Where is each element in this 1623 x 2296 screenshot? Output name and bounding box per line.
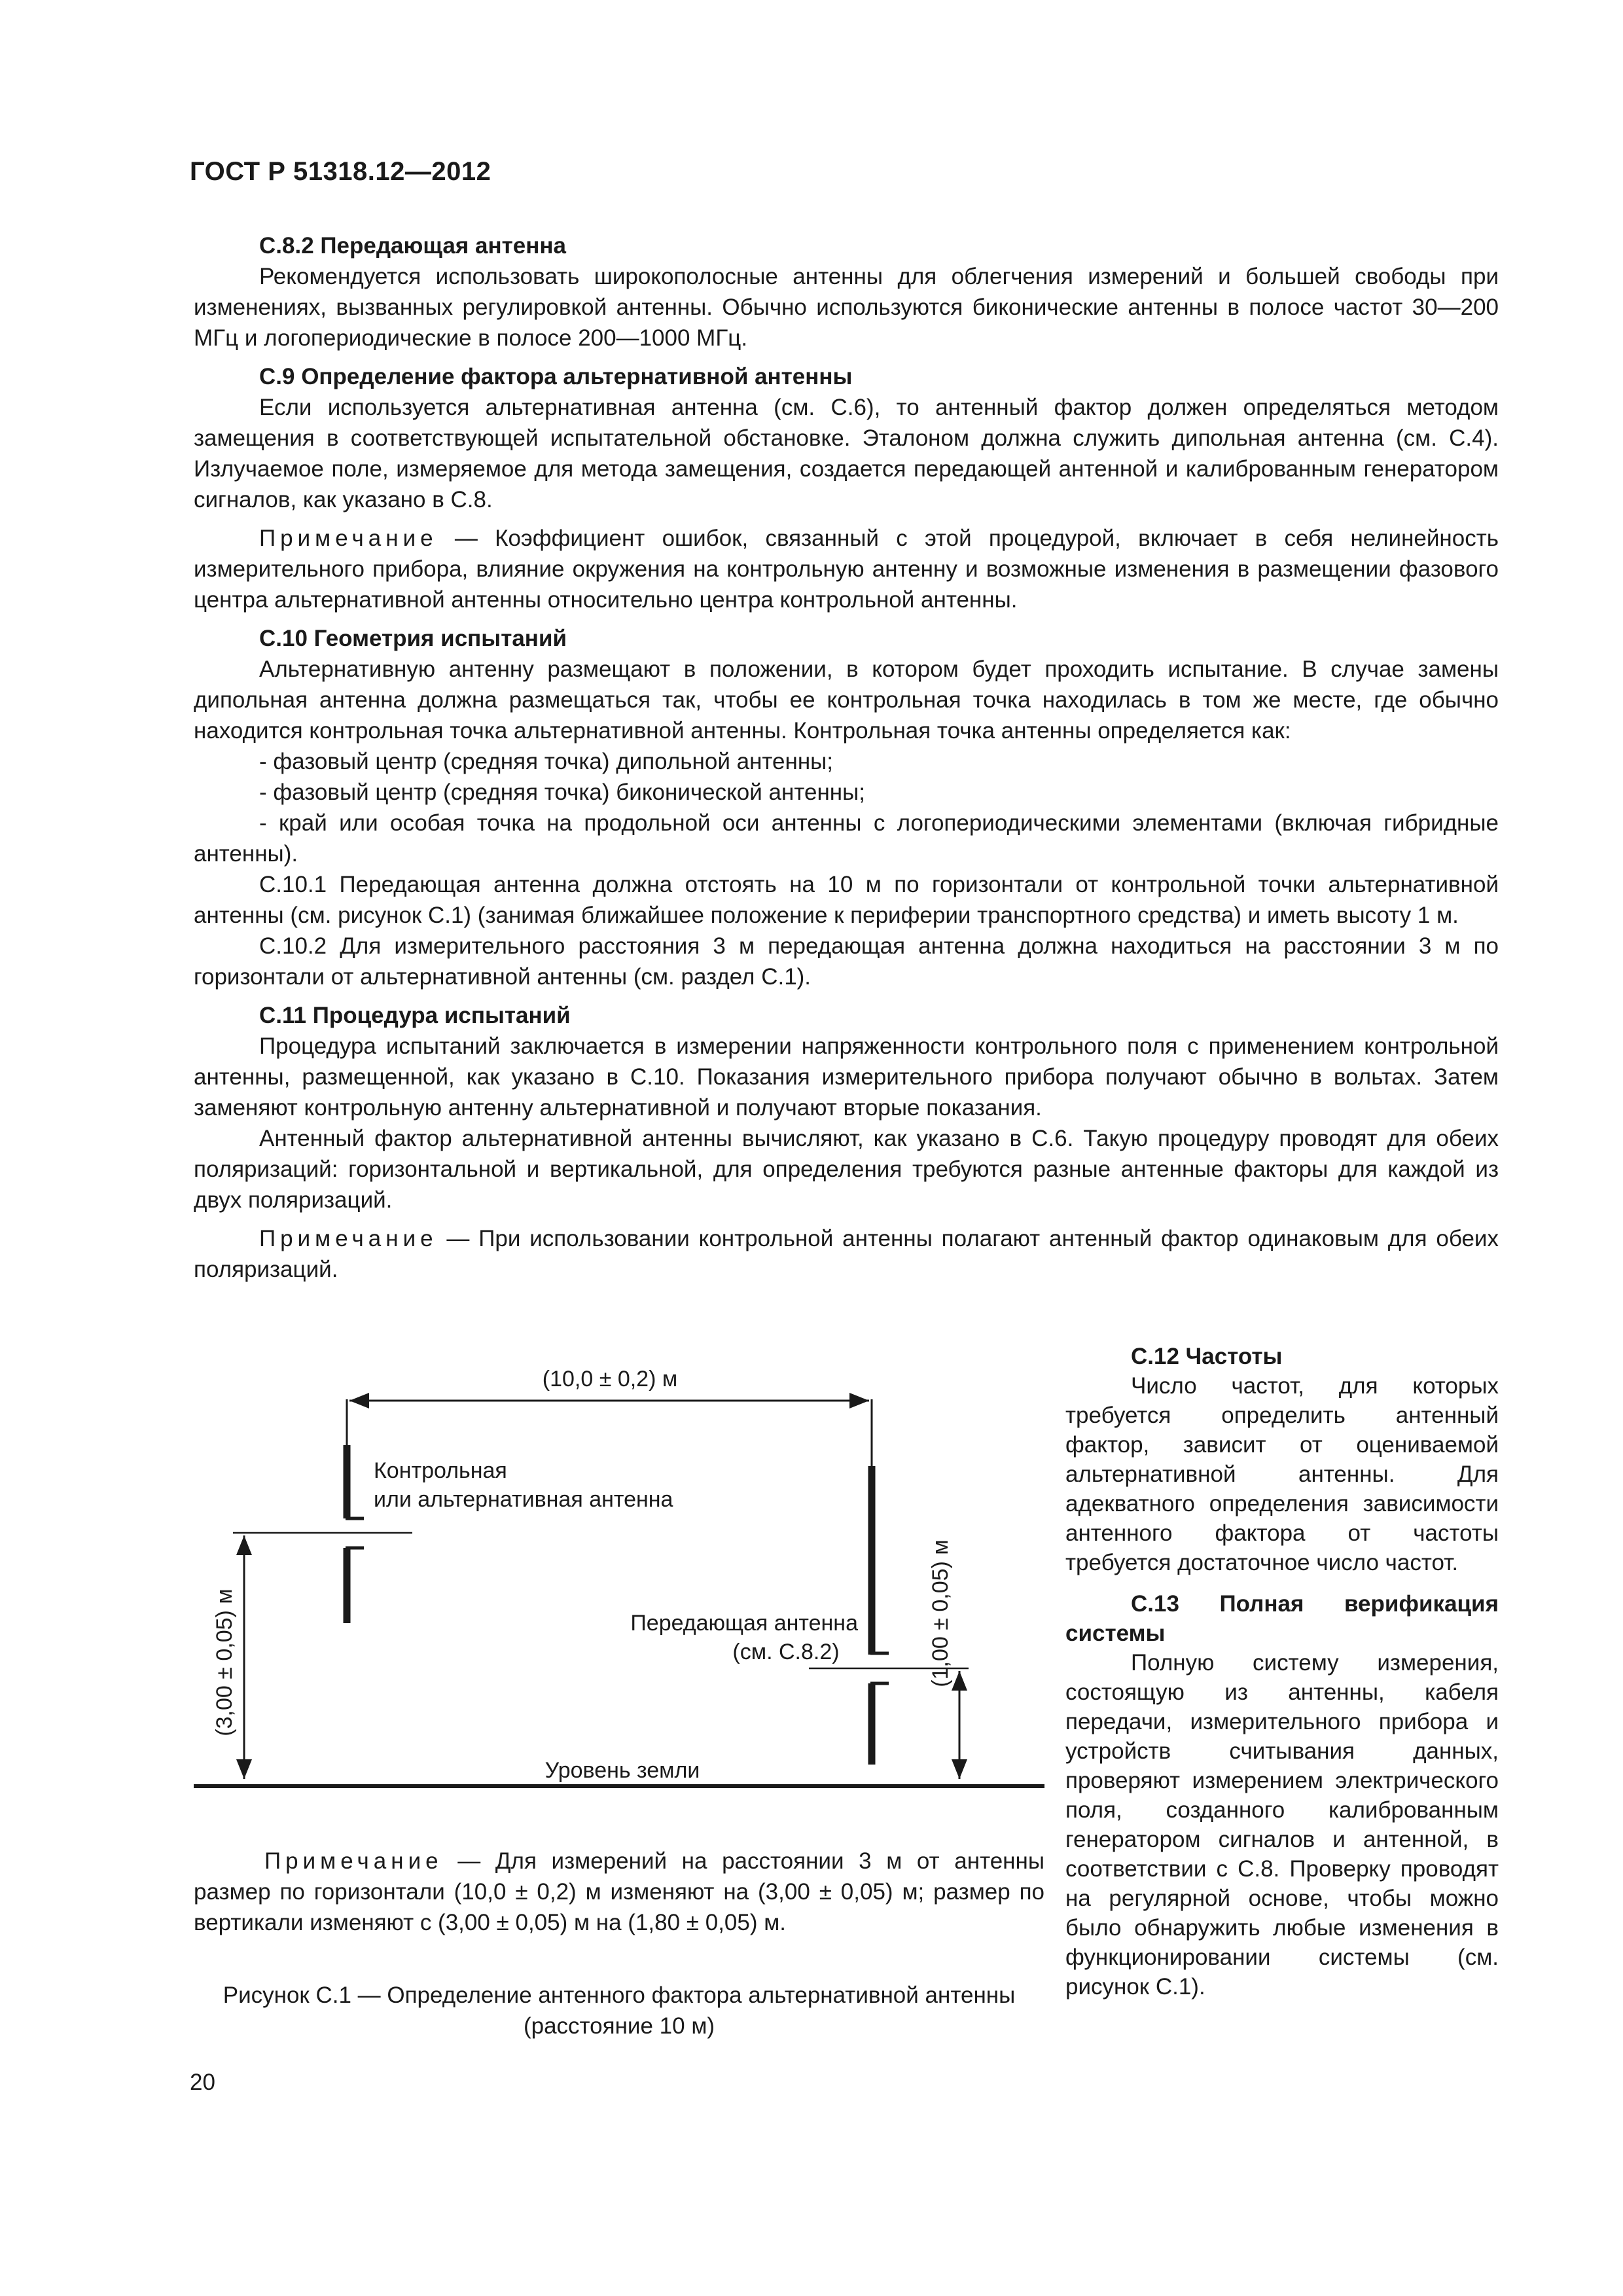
section-text-c11-2: Антенный фактор альтернативной антенны вычисляют, как указано в С.6. Такую процедуру проводят для обеих поляризаций: горизонтальной и вертикальной, для определения требуются разные антенные факторы для каждой из двух поляризаций. — [194, 1126, 1499, 1213]
section-heading-c9: С.9 Определение фактора альтернативной антенны — [259, 364, 853, 389]
main-text-flow — [194, 230, 1499, 1285]
section-text-c10: Альтернативную антенну размещают в положении, в котором будет проходить испытание. В случае замены дипольная антенна должна размещаться так, чтобы ее контрольная точка находилась в том же месте, где обычно находится контрольная точка альтернативной антенны. Контрольная точка антенны определяется как: — [194, 656, 1499, 744]
note-text: — Для измерений на расстоянии 3 м от антенны размер по горизонтали (10,0 ± 0,2) м изменяют на (3,00 ± 0,05) м; размер по вертикали изменяют с (3,00 ± 0,05) м на (1,80 ± 0,05) м. — [194, 1848, 1044, 1935]
dim-left-label: (3,00 ± 0,05) м — [212, 1588, 237, 1736]
section-text-c13: Полную систему измерения, состоящую из антенны, кабеля передачи, измерительного прибора и устройств считывания данных, проверяют измерением электрического поля, созданного калиброванным генератором сигналов и антенной, в соответствии с С.8. Проверку проводят на регулярной основе, чтобы можно было обнаружить любые изменения в функционировании системы (см. рисунок С.1). — [1065, 1650, 1499, 2000]
figure-c1 — [194, 1361, 1044, 1820]
ref-antenna-label-line1: Контрольная — [374, 1458, 507, 1483]
right-column — [1065, 1342, 1499, 2001]
section-heading-c11: С.11 Процедура испытаний — [259, 1003, 571, 1028]
section-heading-c12: С.12 Частоты — [1131, 1344, 1283, 1369]
paragraph-c102: С.10.2 Для измерительного расстояния 3 м передающая антенна должна находиться на расстоянии 3 м по горизонтали от альтернативной антенны (см. раздел С.1). — [194, 933, 1499, 990]
note-label: Примечание — [259, 1226, 438, 1251]
paragraph-c101: С.10.1 Передающая антенна должна отстоять на 10 м по горизонтали от контрольной точки альтернативной антенны (см. рисунок С.1) (занимая ближайшее положение к периферии транспортного средства) и иметь высоту 1 м. — [194, 872, 1499, 928]
section-text-c11-1: Процедура испытаний заключается в измерении напряженности контрольного поля с применением контрольной антенны, размещенной, как указано в С.10. Показания измерительного прибора получают обычно в вольтах. Затем заменяют контрольную антенну альтернативной и получают вторые показания. — [194, 1033, 1499, 1121]
list-item: - фазовый центр (средняя точка) биконической антенны; — [259, 780, 865, 805]
dim-right-label: (1,00 ± 0,05) м — [928, 1539, 953, 1687]
ref-antenna-label-line2: или альтернативная антенна — [374, 1487, 673, 1512]
page-number: 20 — [190, 2070, 215, 2095]
tx-antenna-label-line2: (см. С.8.2) — [732, 1640, 840, 1664]
note-text: — При использовании контрольной антенны полагают антенный фактор одинаковым для обеих поляризаций. — [194, 1226, 1499, 1282]
figure-note — [194, 1846, 1044, 1938]
list-item: - фазовый центр (средняя точка) дипольной антенны; — [259, 749, 834, 774]
note-c9 — [194, 523, 1499, 615]
dim-horizontal-label: (10,0 ± 0,2) м — [542, 1367, 678, 1391]
section-text-c9: Если используется альтернативная антенна (см. С.6), то антенный фактор должен определяться методом замещения в соответствующей испытательной обстановке. Эталоном должна служить дипольная антенна (см. С.4). Излучаемое поле, измеряемое для метода замещения, создается передающей антенной и калиброванным генератором сигналов, как указано в С.8. — [194, 395, 1499, 512]
section-text-c82: Рекомендуется использовать широкополосные антенны для облегчения измерений и большей свободы при изменениях, вызванных регулировкой антенны. Обычно используются биконические антенны в полосе частот 30—200 МГц и логопериодические в полосе 200—1000 МГц. — [194, 264, 1499, 351]
section-heading-c10: С.10 Геометрия испытаний — [259, 626, 567, 651]
document-header: ГОСТ Р 51318.12—2012 — [190, 157, 491, 186]
note-text: — Коэффициент ошибок, связанный с этой процедурой, включает в себя нелинейность измерительного прибора, влияние окружения на контрольную антенну и возможные изменения в размещении фазового центра альтернативной антенны относительно центра контрольной антенны. — [194, 526, 1499, 613]
note-label: Примечание — [259, 526, 438, 551]
figure-caption: Рисунок С.1 — Определение антенного фактора альтернативной антенны (расстояние 10 м) — [223, 1982, 1016, 2039]
note-label: Примечание — [264, 1848, 443, 1874]
antenna-geometry-diagram — [194, 1361, 1044, 1820]
section-text-c12: Число частот, для которых требуется определить антенный фактор, зависит от оцениваемой альтернативной антенны. Для адекватного определения зависимости антенного фактора от частоты требуется достаточное число частот. — [1065, 1373, 1499, 1575]
section-heading-c82: С.8.2 Передающая антенна — [259, 233, 566, 259]
ground-label: Уровень земли — [544, 1758, 700, 1783]
list-item: - край или особая точка на продольной оси антенны с логопериодическими элементами (включая гибридные антенны). — [194, 810, 1499, 867]
section-heading-c13: С.13 Полная верификация системы — [1065, 1591, 1499, 1646]
note-c11 — [194, 1223, 1499, 1285]
tx-antenna-label-line1: Передающая антенна — [630, 1611, 858, 1636]
